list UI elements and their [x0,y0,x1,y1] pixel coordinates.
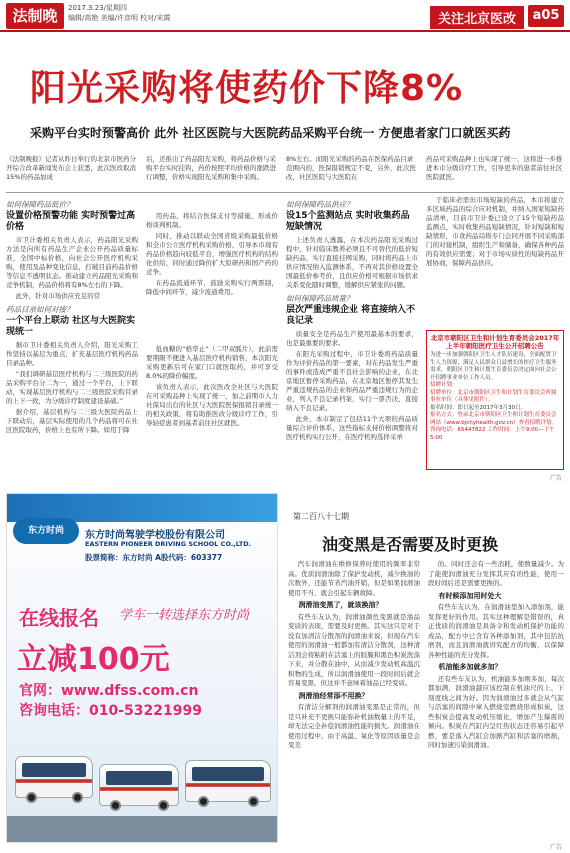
ad-slogan: 学车一转选择东方时尚 [119,608,250,623]
driving-school-advertisement [6,493,278,843]
lead-column-1: 《法制晚报》记者从昨日举行的北京市医药分开综合改革新闻发布会上获悉，此次医改取消15%的药品加成 [6,155,136,181]
section-title: 设15个监测站点 实时收集药品短缺情况 [286,211,410,232]
paragraph: “我们调研基层医疗机构与二三级医院的药品采购平台分二为一，通过一个平台，上下联动，实现基层医疗机构与二三级医院采购目录的上下一致，为分级诊疗制度建设基础。” [6,370,138,405]
divider [6,192,564,193]
lead-column-2: 后，还推出了药品阳光采购，将药品价格与采购平台实时挂钩，药价按照平均价格的涨跌进行调整，价格实现阳光采购和集中采购。 [146,155,276,181]
paragraph: 有些车友认为，润滑油颜色变黑就是油品变质的表现，需要及时更换。其实这只是对于没有加清洁分散剂的润滑油来说，但现在汽车使用的润滑油一般都加有清洁分散剂，这种清洁剂会将粘附在活塞上的胶膜和黑色积炭洗涤下来，并分散在油中，从而减少发动机高温沉积物的生成，所以润滑油使用一段时间后就会容易变黑，但这并不意味着油品已经变质。 [288,612,420,687]
question-kicker: 如何保障药品供应？ [286,200,354,209]
paragraph: 于临床必需但市场短缺的药品，本市将建立多区域药品的综合应对机制，并纳入国家短缺药品清单，目前市卫计委已设立了15个短缺药品监测点，实时收集药品短缺情况，针对短缺和短缺情形，市食药品局将专门会同开展不同采购部门的对接机制，组织生产和储备，确保各种药品的有效供应需要；对于市场实质性的短缺药品开展协商，保障药品供应。 [426,196,564,267]
paragraph: 市卫计委相关负责人表示，药品阳光采购方法是向所有药品生产企业公开药品质量标准，全国中标价格，向社会公开医疗机构采购，使用及品种变化信息，打破目前药品价格等信息不透明状态。推动建立药品阳光采购和竞争机制，药品价格将有8%左右的下降。 [6,236,138,289]
recruitment-notice [426,330,564,470]
paragraph: 的。同时还会有一些消耗，使数量减少。为了能使润滑油充分发挥其应有的性能，使用一段时间后还是需要更换的。 [428,560,564,587]
story-title: 油变黑是否需要及时更换 [322,535,499,554]
page-number: a05 [528,5,564,27]
paragraph: 汽车润滑油在维修保养时使用的频率非常高。优质润滑油除了保护发动机，减少换油的次数外，还能节省汽油开销，但是如果润滑油使用不当，就会引起车辆故障。 [288,560,420,597]
spacer-dot [356,212,357,213]
section-title: 设置价格预警功能 实时预警过高价格 [6,211,136,232]
story-column-1 [288,560,420,840]
ad-phone: 咨询电话：010-53221999 [19,703,202,719]
paragraph: 在药品流通环节，鼓励采购实行两票制，降低中间环节，减少流通费用。 [146,279,278,296]
story-subhead: 有时候添加用时处大 [438,591,502,600]
issue-date: 2017.3.23/星期四 [68,4,127,12]
masthead [0,0,570,51]
ad-label: 广告 [549,844,562,851]
paragraph: 有些车友认为，在润滑油里加入添加剂，能发挥更好的作用。其实这种理解是错误的，真正优质的润滑油是具备令和发动机保护功能的成品，配方中已含有各种添加剂，其中包括抗磨剂，而且润滑油就讲究配方的均衡，以保障各种性能的充分发挥。 [428,603,564,659]
ad-online-signup: 在线报名 [19,606,99,630]
paragraph: 据介绍，基层机构与二三级大医院药品上下联动后，基层实际使用的几个药品将可在社区医院取药，价格上也有所下降。如用于降 [6,408,138,434]
bus-image [99,764,179,806]
article-column-3 [286,196,418,484]
company-logo: 东方时尚 [13,518,79,544]
company-name-en: EASTERN PIONEER DRIVING SCHOOL CO.,LTD. [85,540,252,548]
stock-info: 股票简称：东方时尚 A股代码：603377 [85,553,223,562]
newspaper-logo: 法制晚报 [6,3,64,29]
paragraph: 该负责人表示，此次医改全社区与大医院在可采购品种上实现了统一，加之前期市人力社保局出台的社区与大医院医保报销目录统一的相关政策，将有助推医改分级诊疗工作，引导轻症患者到基者前往社区就医。 [146,383,278,427]
ad-discount: 立减100元 [17,642,170,677]
story-subhead: 润滑油经常添不用换？ [298,691,369,700]
subheadline: 采购平台实时预警高价 此外 社区医院与大医院药品采购平台统一 方便患者家门口就医买药 [30,126,511,140]
issue-meta [68,3,171,23]
bus-image [15,756,93,798]
column-serial: 第二百八十七期 [293,512,349,521]
paragraph: 还有些车友认为，机油能多加则多加，每次都加满，润滑油越应该控制在机油尺的上、下刻度线之间为好。因为润滑油过多就会从气缸与活塞的间隙中窜入燃烧室燃烧形成积炭，这些积炭会提高发动机压缩比，增加产生爆震的倾向。积炭在汽缸内呈红热状态还容易引起早燃，要是落入汽缸会加剧汽缸和活塞的磨损，同时加速污染润滑油。 [428,674,564,749]
editor-line: 编辑/高艳 美编/许彦明 校对/宋霞 [68,14,171,22]
notice-plan: 招聘计划： [430,382,458,388]
paragraph: 此外，本市制定了包括11个大项的药品质量综合评价体系，这些指标支持价格调整将对医疗机构实行公开，在医疗机构选择采单 [286,415,418,441]
paragraph: 上述负责人透露，在本次药品阳光采购过程中，针对临床教养必须且不可替代的低价短缺药品，实行直接挂网采购，同时将药品上市供应情况纳入监测体系，不再对其价格设置全国最低价参考价，且供应价格可根据市场供求关系变化随时调整，缓解供应紧张的问题。 [286,236,418,289]
headline: 阳光采购将使药价下降8% [30,68,464,109]
paragraph: 据市卫计委相关负责人介绍，阳光采购工作坚持以基层为重点，扩充基层医疗机构药品目录品种。 [6,341,138,367]
paragraph: 用药品，将结合医保支付等措施，形成价格谈判机制。 [146,212,278,229]
section-title: 一个平台上联动 社区与大医院实现统一 [6,316,136,337]
ad-website: 官网：www.dfss.com.cn [19,683,199,699]
lead-column-4: 药品可采购品种上也实现了统一，这将进一步推进本市分级诊疗工作，引导更多的患者前往社区医院就医。 [426,155,563,181]
ad-ground [7,816,278,842]
article-column-2 [146,212,278,484]
company-name: 东方时尚驾驶学校股份有限公司 [85,530,225,541]
bus-image [185,760,271,802]
article-column-1 [6,196,138,484]
paragraph: 低血糖的“格华止”（二甲双胍片），此前需要期限不便进入基层医疗机构销售，本次阳光采购更新后可在家门口就医取药，并可享受8.0%的降价幅度。 [146,345,278,380]
notice-unit: 招聘单位：北京市朝阳区卫生和计划生育委员会所属事业单位（具体见附件）。 [430,389,557,403]
article-column-5 [426,196,564,326]
section-title: 层次严重违规企业 将直接纳入不良记录 [286,305,416,326]
story-column-2 [428,560,564,840]
notice-method: 报名方式：登录北京市朝阳区卫生和计划生育委员会网站（www.bjchyhealth.gov.cn）查看招聘详情。 [430,412,558,426]
ad-label: 广告 [549,475,562,482]
notice-title: 北京市朝阳区卫生和计划生育委员会2017年上半年朝阳医疗卫生公开招聘公告 [430,334,560,350]
lead-column-3: 8%左右。而阳光采购的药品在医保药品目录范围内的，医保报销规定不变，另外，此次医改，社区医院与大医院在 [286,155,416,181]
notice-body: 为进一步加强朝阳区卫生人才队伍建设，全面配置卫生人力资源，满足人民群众日益增长的医疗卫生服务需求，朝阳区卫生和计划生育委员会决定面向社会公开招聘事业单位工作人员。 [430,352,557,381]
question-kicker: 如何保障药品低价？ [6,200,74,209]
notice-time: 报名时间：即日起至2017年3月30日。 [430,404,526,411]
story-subhead: 润滑油变黑了，就该换油？ [298,601,383,609]
paragraph: 同时，推动以联动全国省级采购最低价格和全市公立医疗机构采购价格，引导本市现有药品价格趋向较低平台，增强医疗机构的结构化供给，同时通过降价扩大原研药和国产药的竞争。 [146,232,278,276]
question-kicker: 药品目录如何对接？ [6,305,74,314]
paragraph: 在阳光采购过程中，市卫计委将药品质量作为评价药品的第一要素，对在药品发生严重的事件或造成严重不良社会影响的企业，在北京地区暂停采购药品，在北京地区暂停其发生严重违规药品的企业和药品严重违规行为的企业，列入不良记录档案，实行一票否决，直接纳入不良记录。 [286,350,418,412]
story-subhead: 机油能多加就多加？ [438,663,502,671]
section-tag: 关注北京医改 [430,6,524,29]
question-kicker: 如何保障药品质量？ [286,294,354,303]
notice-contact: 咨询电话：65447822 工作时间：上午9:00—下午5:00 [430,427,555,441]
paragraph: 质量安全是药品生产使用最基本的要求，也是最重要的要求。 [286,330,418,347]
paragraph: 此外，针对市场供应充足的常 [15,292,101,300]
paragraph: 有清洁分解剂的润滑油变黑是正常的，但是只补充不更换只能弥补机油数量上的不足，却无法完全补偿润滑油性能的损失。润滑油在使用过程中，由于高温、氧化等原因质量是会变差 [288,703,420,749]
